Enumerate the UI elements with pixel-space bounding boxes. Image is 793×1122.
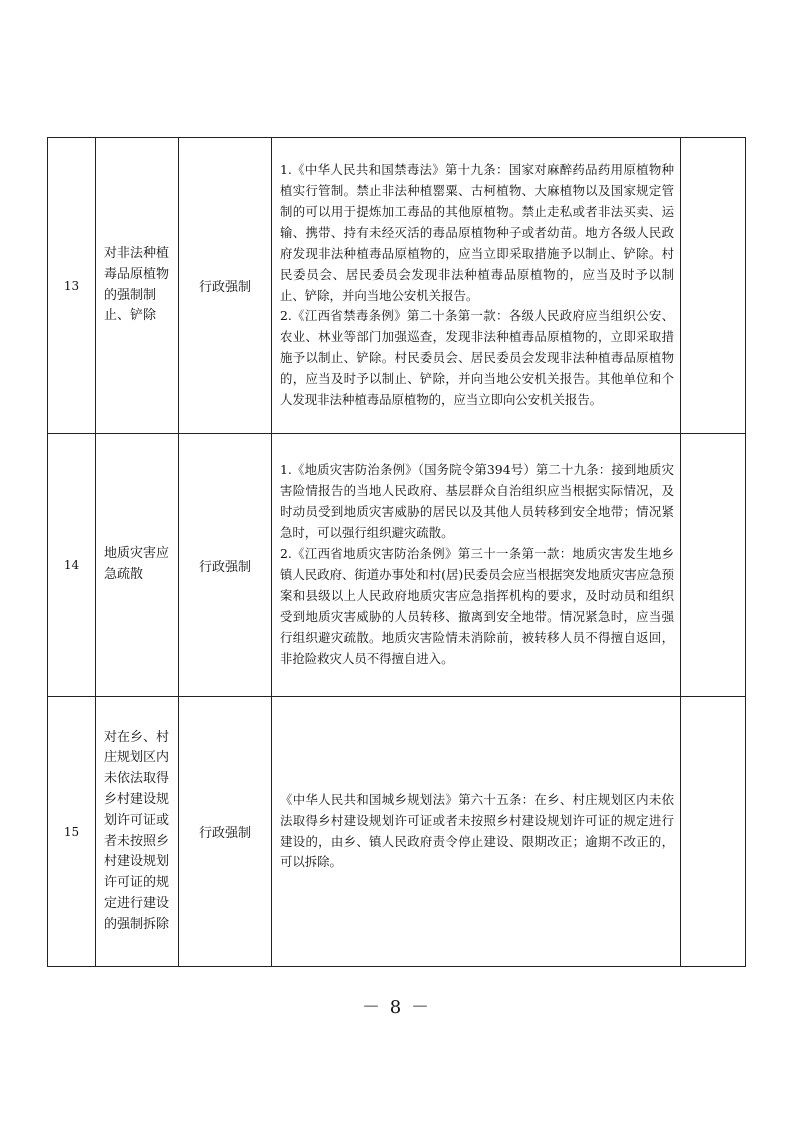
table-row bbox=[48, 138, 746, 434]
row-number: 15 bbox=[48, 697, 96, 967]
row-number: 13 bbox=[48, 138, 96, 434]
item-name-text: 地质灾害应急疏散 bbox=[104, 546, 170, 582]
page-number: － 8 － bbox=[362, 997, 431, 1018]
remark-cell bbox=[681, 434, 746, 697]
item-name-text: 对非法种植毒品原植物的强制制止、铲除 bbox=[104, 245, 170, 324]
table-row bbox=[48, 697, 746, 967]
document-table bbox=[47, 137, 746, 967]
legal-basis-paragraph: 2.《江西省地质灾害防治条例》第三十一条第一款：地质灾害发生地乡镇人民政府、街道办事处和村(居)民委员会应当根据突发地质灾害应急预案和县级以上人民政府地质灾害应急指挥机构的要求，及时动员和组织受到地质灾害威胁的人员转移、撤离到安全地带。情况紧急时，应当强行组织避灾疏散。地质灾害险情未消除前，被转移人员不得擅自返回，非抢险救灾人员不得擅自进入。 bbox=[280, 546, 674, 666]
item-name bbox=[96, 434, 179, 697]
item-name bbox=[96, 697, 179, 967]
remark-cell bbox=[681, 697, 746, 967]
table-row bbox=[48, 434, 746, 697]
item-category: 行政强制 bbox=[179, 434, 272, 697]
item-category: 行政强制 bbox=[179, 697, 272, 967]
remark-cell bbox=[681, 138, 746, 434]
legal-basis bbox=[272, 138, 681, 434]
legal-basis-paragraph: 《中华人民共和国城乡规划法》第六十五条：在乡、村庄规划区内未依法取得乡村建设规划许可证或者未按照乡村建设规划许可证的规定进行建设的，由乡、镇人民政府责令停止建设、限期改正；逾期不改正的，可以拆除。 bbox=[280, 791, 674, 870]
legal-basis bbox=[272, 434, 681, 697]
legal-basis-paragraph: 1.《地质灾害防治条例》（国务院令第394号）第二十九条：接到地质灾害险情报告的当地人民政府、基层群众自治组织应当根据实际情况，及时动员受到地质灾害威胁的居民以及其他人员转移到安全地带；情况紧急时，可以强行组织避灾疏散。 bbox=[280, 462, 674, 541]
item-category: 行政强制 bbox=[179, 138, 272, 434]
legal-basis bbox=[272, 697, 681, 967]
item-name-text: 对在乡、村庄规划区内未依法取得乡村建设规划许可证或者未按照乡村建设规划许可证的规定进行建设的强制拆除 bbox=[104, 729, 170, 932]
item-name bbox=[96, 138, 179, 434]
legal-basis-paragraph: 1.《中华人民共和国禁毒法》第十九条：国家对麻醉药品药用原植物种植实行管制。禁止非法种植罂粟、古柯植物、大麻植物以及国家规定管制的可以用于提炼加工毒品的其他原植物。禁止走私或者非法买卖、运输、携带、持有未经灭活的毒品原植物种子或者幼苗。地方各级人民政府发现非法种植毒品原植物的，应当立即采取措施予以制止、铲除。村民委员会、居民委员会发现非法种植毒品原植物的，应当及时予以制止、铲除，并向当地公安机关报告。 bbox=[280, 162, 674, 303]
row-number: 14 bbox=[48, 434, 96, 697]
legal-basis-paragraph: 2.《江西省禁毒条例》第二十条第一款：各级人民政府应当组织公安、农业、林业等部门加强巡查，发现非法种植毒品原植物的，立即采取措施予以制止、铲除。村民委员会、居民委员会发现非法种植毒品原植物的，应当及时予以制止、铲除，并向当地公安机关报告。其他单位和个人发现非法种植毒品原植物的，应当立即向公安机关报告。 bbox=[280, 308, 674, 408]
